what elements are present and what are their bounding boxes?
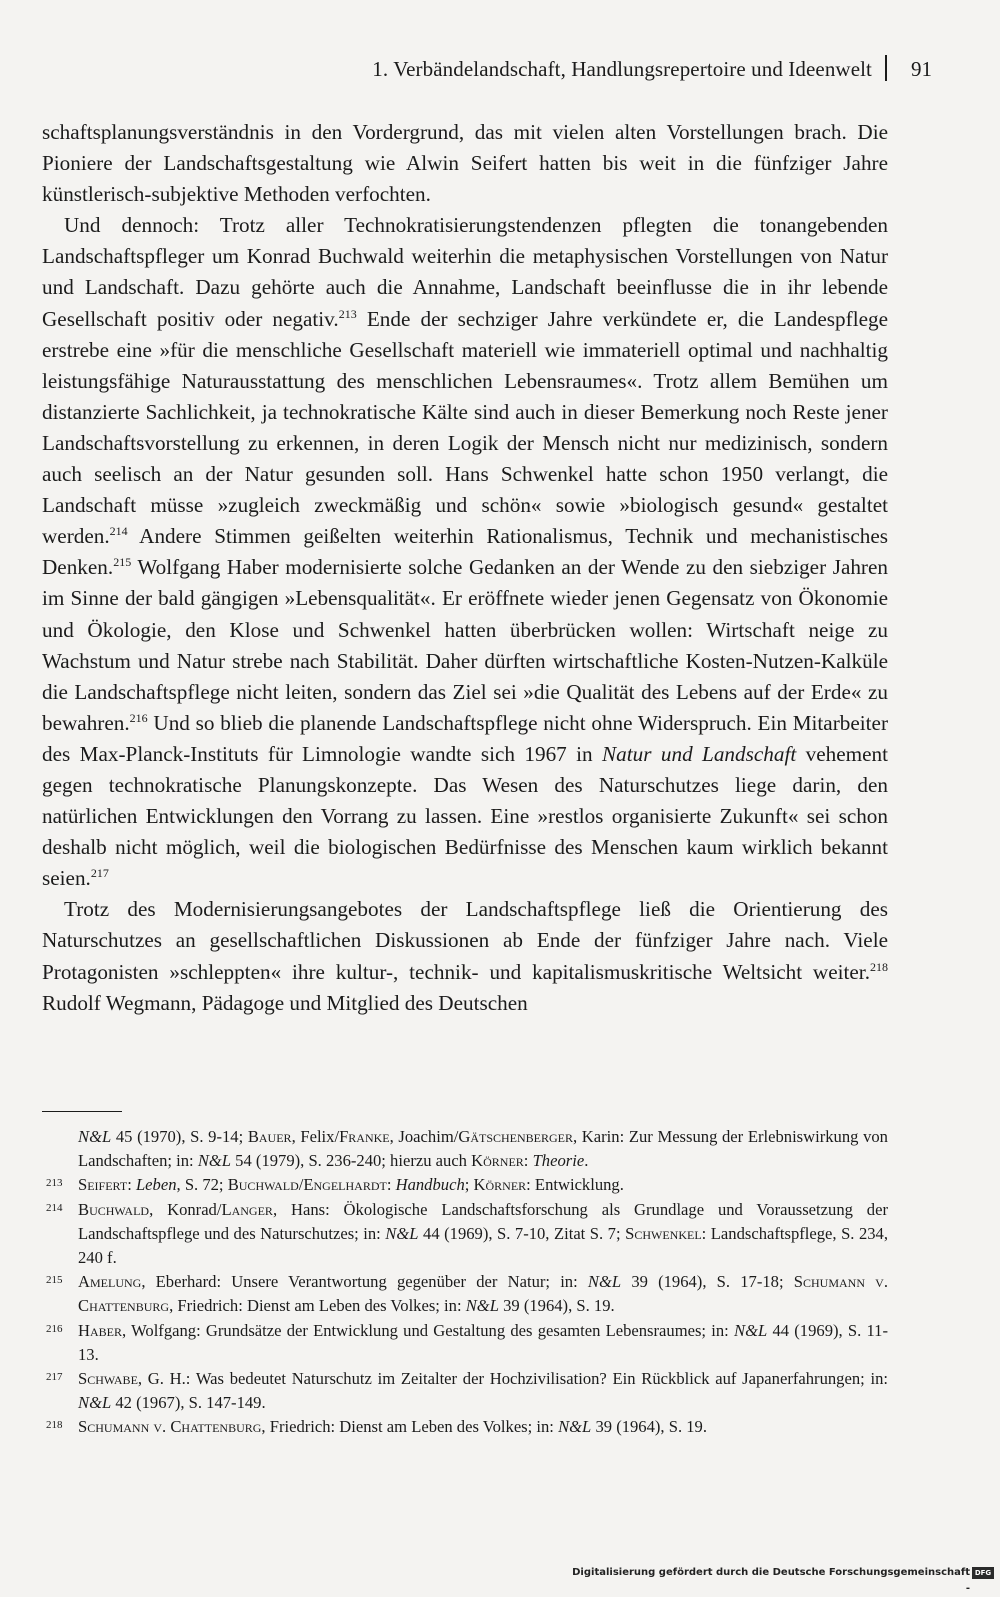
footnote-213: 213 Seifert: Leben, S. 72; Buchwald/Engelhardt: Handbuch; Körner: Entwicklung.: [42, 1173, 888, 1197]
paragraph-text: vehement gegen technokratische Planungskonzepte. Das Wesen des Naturschutzes liege darin, den natürlichen Entwicklungen den Vorrang zu lassen. Eine »restlos organisierte Zukunft« sei schon deshalb nicht möglich, weil die biologischen Bedürfnisse des Menschen kaum wirklich bekannt seien.: [42, 741, 888, 891]
footnote-number: 215: [46, 1274, 63, 1287]
paragraph: [42, 894, 888, 1018]
paragraph-text: Und dennoch: Trotz aller Technokratisierungstendenzen pflegten die tonangebenden Landschaftspfleger um Konrad Buchwald weiterhin die metaphysischen Vorstellungen von Natur und Landschaft. Dazu gehörte auch die Annahme, Landschaft beeinflusse die in ihr lebende Gesellschaft positiv oder negativ.: [42, 213, 888, 331]
paragraph-text: Und so blieb die planende Landschaftspflege nicht ohne Widerspruch. Ein Mitarbeiter des Max-Planck-Instituts für Limnologie wandte sich 1967 in: [42, 710, 888, 766]
page-header: [312, 55, 932, 93]
footnote-number: 218: [46, 1419, 63, 1432]
footnote-ref[interactable]: 216: [129, 710, 148, 725]
page-number: 91: [911, 57, 932, 81]
paragraph-text: schaftsplanungsverständnis in den Vordergrund, das mit vielen alten Vorstellungen brach. Die Pioniere der Landschaftsgestaltung wie Alwin Seifert hatten bis weit in die fünfziger Jahre künstlerisch-subjektive Methoden verfochten.: [42, 120, 888, 207]
footnote-ref[interactable]: 218: [870, 959, 888, 974]
footnote-ref[interactable]: 217: [90, 866, 109, 881]
paragraph: [42, 210, 888, 894]
footnote-number: 213: [46, 1177, 63, 1190]
footnote-number: 214: [46, 1201, 63, 1214]
header-divider: [885, 55, 887, 81]
paragraph-text: Wolfgang Haber modernisierte solche Gedanken an der Wende zu den siebziger Jahren im Sinne der bald gängigen »Lebensqualität«. Er eröffnete wieder jenen Gegensatz von Ökonomie und Ökologie, den Klose und Schwenkel hatten überbrücken wollen: Wirtschaft neige zu Wachstum und Natur strebe nach Stabilität. Daher dürften wirtschaftliche Kosten-Nutzen-Kalküle die Landschaftspflege nicht leiten, sondern das Ziel sei »die Qualität des Lebens auf der Erde« zu bewahren.: [42, 555, 888, 735]
dfg-logo: DFG: [972, 1567, 994, 1579]
footnote-214: 214 Buchwald, Konrad/Langer, Hans: Ökologische Landschaftsforschung als Grundlage und Voraussetzung der Landschaftspflege und des Naturschutzes; in: N&L 44 (1969), S. 7-10, Zitat S. 7; Schwenkel: Landschaftspflege, S. 234, 240 f.: [42, 1198, 888, 1271]
running-title: 1. Verbändelandschaft, Handlungsrepertoire und Ideenwelt: [372, 57, 872, 81]
footnote-ref[interactable]: 215: [113, 555, 132, 570]
footnote-number: 216: [46, 1322, 63, 1335]
footnote-continuation: N&L 45 (1970), S. 9-14; Bauer, Felix/Franke, Joachim/Gätschenberger, Karin: Zur Messung der Erlebniswirkung von Landschaften; in: N&L 54 (1979), S. 236-240; hierzu auch Körner: Theorie.: [78, 1127, 888, 1171]
footnote-divider: [42, 1111, 122, 1112]
digitization-credit: Digitalisierung gefördert durch die Deutsche Forschungsgemeinschaft -: [572, 1567, 970, 1594]
main-text: [42, 117, 888, 1019]
paragraph-text: Andere Stimmen geißelten weiterhin Rationalismus, Technik und mechanistisches Denken.: [42, 524, 888, 580]
footnote-216: 216 Haber, Wolfgang: Grundsätze der Entwicklung und Gestaltung des gesamten Lebensraumes; in: N&L 44 (1969), S. 11-13.: [42, 1319, 888, 1367]
paragraph-text: Trotz des Modernisierungsangebotes der Landschaftspflege ließ die Orientierung des Naturschutzes an gesellschaftlichen Diskussionen ab Ende der fünfziger Jahre nach. Viele Protagonisten »schleppten« ihre kultur-, technik- und kapitalismuskritische Weltsicht weiter.: [42, 897, 888, 984]
footnote-218: 218 Schumann v. Chattenburg, Friedrich: Dienst am Leben des Volkes; in: N&L 39 (1964), S. 19.: [42, 1415, 888, 1439]
footnote-ref[interactable]: 214: [109, 524, 128, 539]
footnote-215: 215 Amelung, Eberhard: Unsere Verantwortung gegenüber der Natur; in: N&L 39 (1964), S. 17-18; Schumann v. Chattenburg, Friedrich: Dienst am Leben des Volkes; in: N&L 39 (1964), S. 19.: [42, 1270, 888, 1318]
journal-title: Natur und Landschaft: [602, 741, 797, 766]
footnotes: [42, 1125, 888, 1440]
footnote-217: 217 Schwabe, G. H.: Was bedeutet Naturschutz im Zeitalter der Hochzivilisation? Ein Rückblick auf Japanerfahrungen; in: N&L 42 (1967), S. 147-149.: [42, 1367, 888, 1415]
paragraph: [42, 117, 888, 210]
footnote-ref[interactable]: 213: [338, 306, 357, 321]
paragraph-text: Ende der sechziger Jahre verkündete er, die Landespflege erstrebe eine »für die menschliche Gesellschaft materiell wie immateriell optimal und nachhaltig leistungsfähige Naturausstattung des menschlichen Lebensraumes«. Trotz allem Bemühen um distanzierte Sachlichkeit, ja technokratische Kälte sind auch in dieser Bemerkung noch Reste jener Landschaftsvorstellung zu erkennen, in deren Logik der Mensch nicht nur medizinisch, sondern auch seelisch an der Natur gesunden soll. Hans Schwenkel hatte schon 1950 verlangt, die Landschaft müsse »zugleich zweckmäßig und schön« sowie »biologisch gesund« gestaltet werden.: [42, 306, 888, 549]
footnote-number: 217: [46, 1371, 63, 1384]
paragraph-text: Rudolf Wegmann, Pädagoge und Mitglied des Deutschen: [42, 990, 528, 1015]
